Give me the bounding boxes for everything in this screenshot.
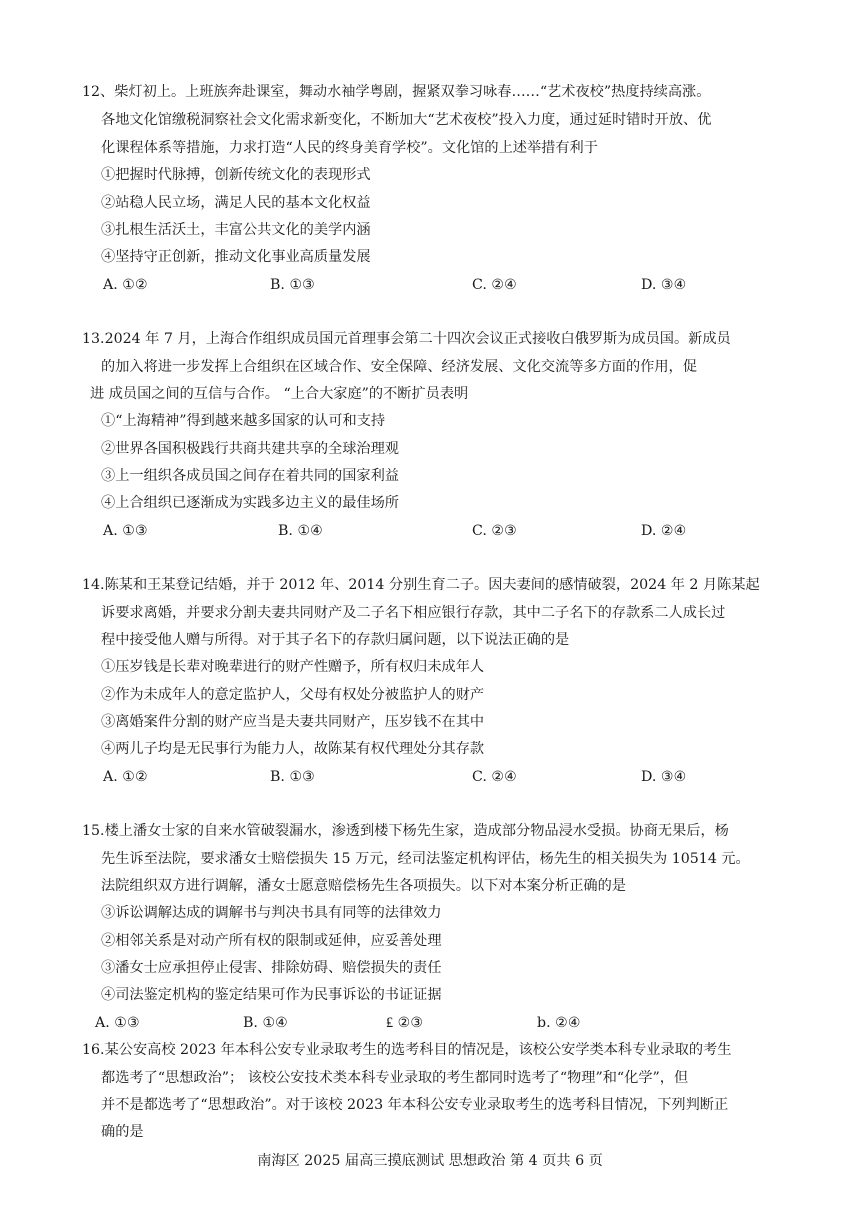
q14-stem-line-3: 程中接受他人赠与所得。对于其子名下的存款归属问题，以下说法正确的是 [101,632,570,648]
q14-stem-line-1: 14.陈某和王某登记结婚，并于 2012 年、2014 分别生育二子。因夫妻间的感情破裂，2024 年 2 月陈某起 [82,577,760,593]
q15-stem-line-1: 15.楼上潘女士家的自来水管破裂漏水，渗透到楼下杨先生家，造成部分物品浸水受损。协商无果后，杨 [82,823,729,839]
q14-stem-line-2: 诉要求离婚，并要求分割夫妻共同财产及二子名下相应银行存款，其中二子名下的存款系二人成长过 [101,605,726,621]
q14-answer-b: B. ①③ [270,769,315,785]
q14-option-3: ③离婚案件分割的财产应当是夫妻共同财产，压岁钱不在其中 [101,714,485,730]
q12-answer-c: C. ②④ [472,277,517,293]
q16-stem-line-3: 并不是都选考了“思想政治”。对于该校 2023 年本科公安专业录取考生的选考科目情况，下列判断正 [101,1097,729,1113]
q15-answer-c: ₤ ②③ [386,1015,424,1031]
q15-option-3: ③潘女士应承担停止侵害、排除妨碍、赔偿损失的责任 [101,960,442,976]
q12-option-1: ①把握时代脉搏，创新传统文化的表现形式 [101,167,371,183]
q13-answer-a: A. ①③ [103,523,148,539]
q12-answer-b: B. ①③ [270,277,315,293]
q12-answer-d: D. ③④ [641,277,687,293]
q13-answer-d: D. ②④ [641,523,687,539]
q13-option-3: ③上一组织各成员国之间存在着共同的国家利益 [101,468,399,484]
q15-stem-line-3: 法院组织双方进行调解，潘女士愿意赔偿杨先生各项损失。以下对本案分析正确的是 [101,878,626,894]
q16-stem-line-1: 16.某公安高校 2023 年本科公安专业录取考生的选考科目的情况是，该校公安学类本科专业录取的考生 [82,1042,732,1058]
q13-answer-b: B. ①④ [278,523,323,539]
page-footer: 南海区 2025 届高三摸底测试 思想政治 第 4 页共 6 页 [257,1153,603,1169]
q14-option-4: ④两儿子均是无民事行为能力人，故陈某有权代理处分其存款 [101,741,485,757]
q15-option-4: ④司法鉴定机构的鉴定结果可作为民事诉讼的书证证据 [101,987,442,1003]
q13-stem-line-1: 13.2024 年 7 月，上海合作组织成员国元首理事会第二十四次会议正式接收白俄罗斯为成员国。新成员 [82,331,731,347]
q12-option-4: ④坚持守正创新，推动文化事业高质量发展 [101,249,371,265]
q13-stem-line-3: 进 成员国之间的互信与合作。 “上合大家庭”的不断扩员表明 [90,386,469,402]
q13-stem-line-2: 的加入将进一步发挥上合组织在区域合作、安全保障、经济发展、文化交流等多方面的作用，促 [101,359,697,375]
q15-answer-a: A. ①③ [95,1015,140,1031]
q13-option-4: ④上合组织已逐渐成为实践多边主义的最佳场所 [101,495,399,511]
q14-answer-d: D. ③④ [641,769,687,785]
q12-stem-line-2: 各地文化馆缴税洞察社会文化需求新变化，不断加大“艺术夜校”投入力度，通过延时错时开放、优 [101,112,712,128]
q12-answer-a: A. ①② [103,277,148,293]
q14-option-2: ②作为未成年人的意定监护人，父母有权处分被监护人的财产 [101,687,485,703]
q16-stem-line-4: 确的是 [101,1124,144,1140]
q13-answer-c: C. ②③ [472,523,517,539]
q15-stem-line-2: 先生诉至法院，要求潘女士赔偿损失 15 万元，经司法鉴定机构评估，杨先生的相关损失为 10514 元。 [101,851,750,867]
q16-stem-line-2: 都选考了“思想政治”； 该校公安技术类本科专业录取的考生都同时选考了“物理”和“化学”，但 [101,1070,689,1086]
q13-option-2: ②世界各国积极践行共商共建共享的全球治理观 [101,441,399,457]
q13-option-1: ①“上海精神”得到越来越多国家的认可和支持 [101,413,386,429]
q12-option-3: ③扎根生活沃土，丰富公共文化的美学内涵 [101,222,371,238]
q14-answer-a: A. ①② [103,769,148,785]
q15-option-2: ②相邻关系是对动产所有权的限制或延伸，应妥善处理 [101,933,442,949]
q14-answer-c: C. ②④ [472,769,517,785]
q15-option-1: ③诉讼调解达成的调解书与判决书具有同等的法律效力 [101,905,442,921]
q12-stem-line-3: 化课程体系等措施，力求打造“人民的终身美育学校”。文化馆的上述举措有利于 [101,140,598,156]
q12-option-2: ②站稳人民立场，满足人民的基本文化权益 [101,195,371,211]
q15-answer-b: B. ①④ [243,1015,288,1031]
q12-stem-line-1: 12、柴灯初上。上班族奔赴课室，舞动水袖学粤剧，握紧双拳习咏春……“艺术夜校”热度持续高涨。 [82,84,711,100]
q15-answer-d: b. ②④ [537,1015,581,1031]
q14-option-1: ①压岁钱是长辈对晚辈进行的财产性赠予，所有权归未成年人 [101,659,485,675]
